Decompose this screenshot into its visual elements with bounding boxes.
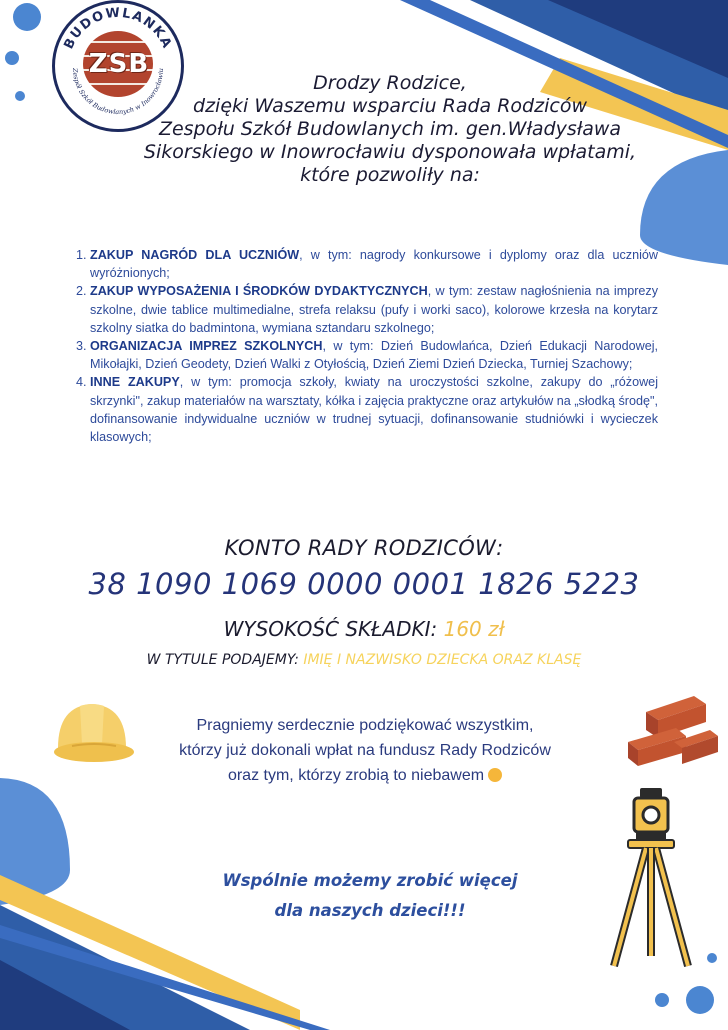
heading-line: Zespołu Szkół Budowlanych im. gen.Władysława xyxy=(158,118,622,140)
logo-ring-bottom: Zespół Szkół Budowlanych w Inowrocławiu xyxy=(70,67,166,117)
payment-title-value: IMIĘ I NAZWISKO DZIECKA ORAZ KLASĘ xyxy=(303,652,582,668)
logo-monogram: ZSB xyxy=(88,49,150,79)
bricks-icon xyxy=(624,690,720,770)
list-item xyxy=(76,337,658,373)
thanks-line: Pragniemy serdecznie podziękować wszystkim, xyxy=(196,717,534,734)
thanks-line: oraz tym, którzy zrobią to niebawem xyxy=(227,767,485,784)
fee-label: WYSOKOŚĆ SKŁADKI: xyxy=(223,617,444,641)
item-number: 3. xyxy=(76,339,87,354)
item-number: 1. xyxy=(76,248,87,262)
account-label: KONTO RADY RODZICÓW: xyxy=(224,536,504,560)
account-number: 38 1090 1069 0000 0001 1826 5223 xyxy=(88,567,640,601)
closing-line: dla naszych dzieci!!! xyxy=(274,901,466,920)
payment-title-line xyxy=(0,652,728,668)
greeting-heading xyxy=(110,72,670,187)
item-text: , w tym: zestaw nagłośnienia na imprezy szkolne, dwie tablice multimedialne, strefa relaksu (pufy i worki saco), kolorowe krzesła na korytarz szkolny siatka do badmintona, wymiana sztandaru szkolnego; xyxy=(90,284,658,335)
item-text: , w tym: nagrody konkursowe i dyplomy oraz dla uczniów wyróżnionych; xyxy=(90,248,658,281)
smiley-icon xyxy=(488,768,502,782)
heading-line: Drodzy Rodzice, xyxy=(313,72,467,94)
item-title: ZAKUP NAGRÓD DLA UCZNIÓW xyxy=(90,248,300,262)
closing-line: Wspólnie możemy zrobić więcej xyxy=(222,871,518,890)
item-title: INNE ZAKUPY xyxy=(90,375,180,390)
payment-title-label: W TYTULE PODAJEMY: xyxy=(146,652,304,668)
item-text: , w tym: Dzień Budowlańca, Dzień Edukacji Narodowej, Mikołajki, Dzień Geodety, Dzień Walki z Otyłością, Dzień Ziemi Dzień Dziecka, Turniej Szachowy; xyxy=(90,339,659,372)
closing-message xyxy=(180,866,560,926)
logo-ring-top: BUDOWLANKA xyxy=(61,5,175,52)
heading-line: które pozwoliły na: xyxy=(300,164,480,186)
fee-line xyxy=(0,617,728,641)
thanks-message xyxy=(150,713,580,788)
fee-value: 160 zł xyxy=(443,617,505,641)
item-text: , w tym: promocja szkoły, kwiaty na uroczystości szkolne, zakupy do „różowej skrzynki", zakup materiałów na warsztaty, kółka i zajęcia praktyczne oraz artykułów na „słodką środę", dofinansowanie indywidualne uczniów w trudnej sytuacji, dofinansowanie studniówki i wycieczek klasowych; xyxy=(90,375,658,445)
expenses-list xyxy=(76,246,658,446)
heading-line: Sikorskiego w Inowrocławiu dysponowała wpłatami, xyxy=(143,141,637,163)
item-title: ZAKUP WYPOSAŻENIA I ŚRODKÓW DYDAKTYCZNYCH xyxy=(90,284,428,299)
item-number: 2. xyxy=(76,284,87,299)
item-title: ORGANIZACJA IMPREZ SZKOLNYCH xyxy=(90,339,323,354)
item-number: 4. xyxy=(76,375,87,390)
list-item xyxy=(76,373,658,446)
list-item xyxy=(76,282,658,337)
hard-hat-icon xyxy=(50,698,134,768)
list-item xyxy=(76,246,658,282)
heading-line: dzięki Waszemu wsparciu Rada Rodziców xyxy=(193,95,587,117)
thanks-line: którzy już dokonali wpłat na fundusz Rady Rodziców xyxy=(179,742,551,759)
theodolite-icon xyxy=(606,788,696,978)
